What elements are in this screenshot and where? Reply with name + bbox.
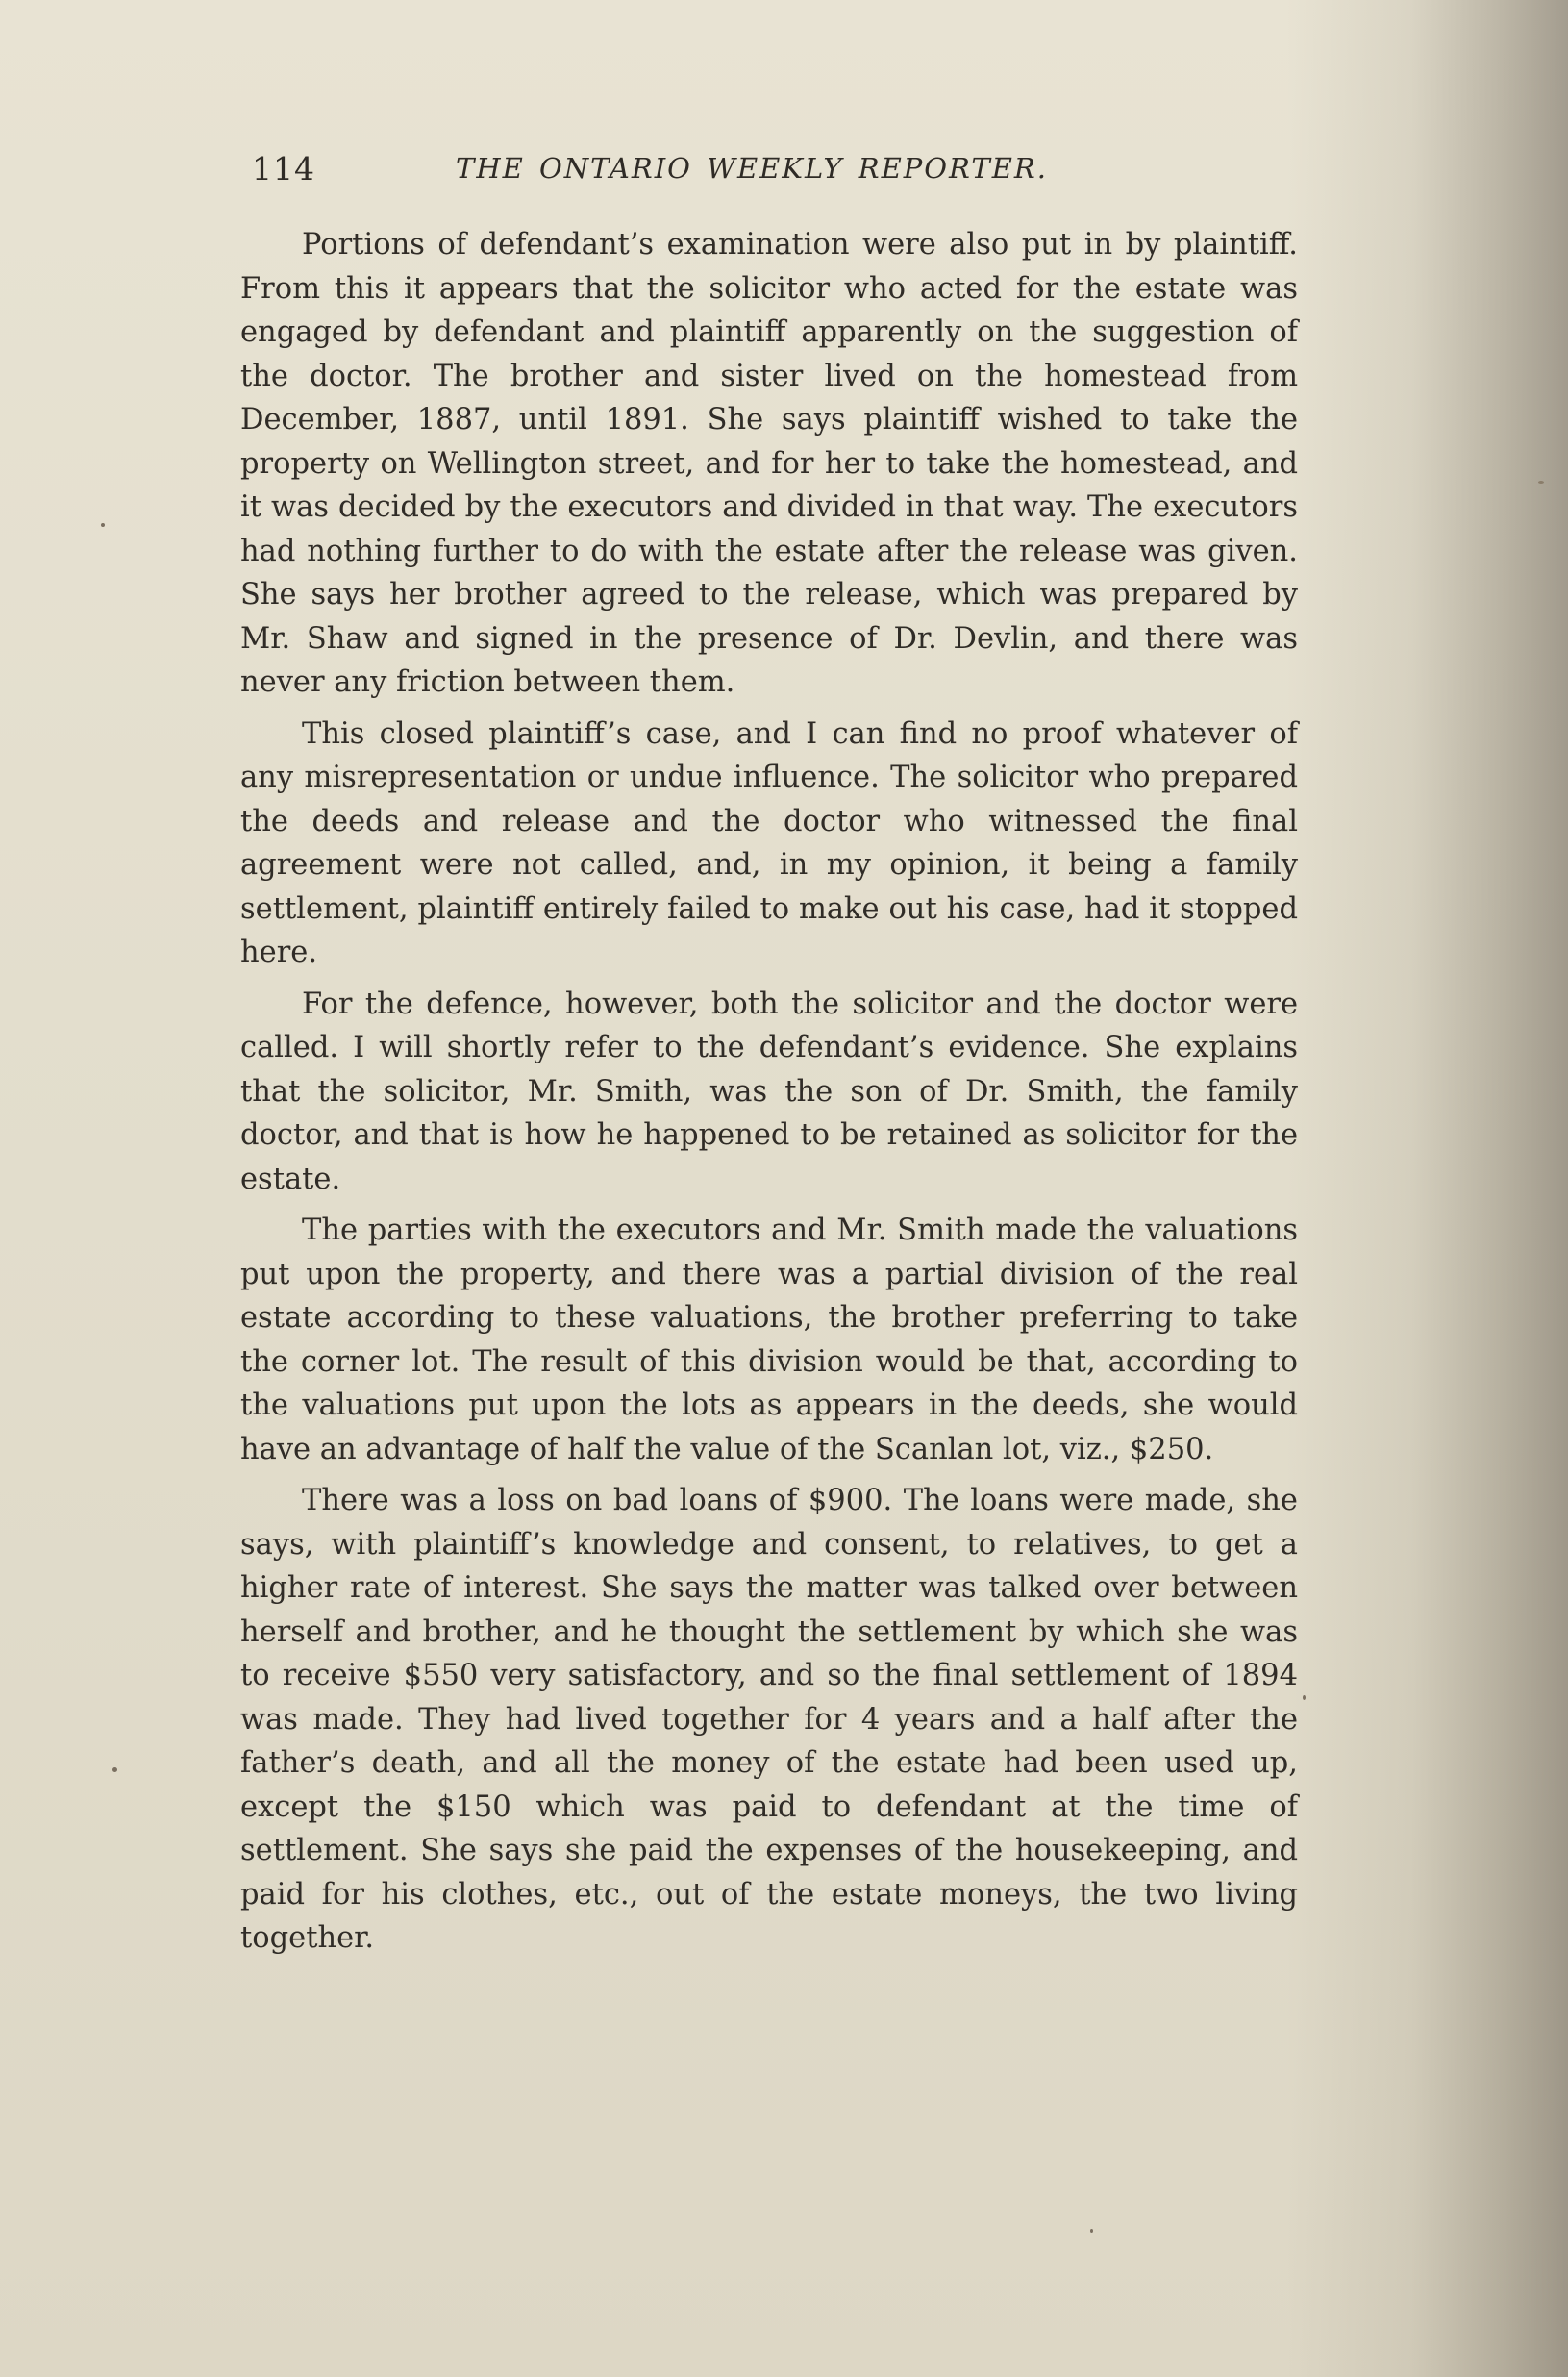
paragraph-4: The parties with the executors and Mr. Smith made the valuations put upon the property, and there was a partial division of the real estate according to these valuations, the brother preferring to take the corner lot. The result of this division would be that, according to the valuations put upon the lots as appears in the deeds, she would have an advantage of half the value of the Scanlan lot, viz., $250. — [240, 1214, 1298, 1466]
paragraph-5: There was a loss on bad loans of $900. The loans were made, she says, with plaintiff’s knowledge and consent, to relatives, to get a higher rate of interest. She says the matter was talked over between herself and brother, and he thought the settlement by which she was to receive $550 very satisfactory, and so the final settlement of 1894 was made. They had lived together for 4 years and a half after the father’s death, and all the money of the estate had been used up, except the $150 which was paid to defendant at the time of settlement. She says she paid the expenses of the housekeeping, and paid for his clothes, etc., out of the estate moneys, the two living together. — [240, 1484, 1298, 1955]
paper-speck — [112, 1767, 117, 1772]
running-title: THE ONTARIO WEEKLY REPORTER. — [456, 152, 1048, 185]
paper-speck — [101, 523, 105, 527]
paper-speck — [1303, 1695, 1306, 1700]
page-number: 114 — [252, 150, 315, 188]
paragraph-2: This closed plaintiff’s case, and I can find no proof whatever of any misrepresentation or undue influence. The solicitor who prepared the deeds and release and the doctor who witnessed the final agreement were not called, and, in my opinion, it being a family settlement, plaintiff entirely failed to make out his case, had it stopped here. — [240, 716, 1298, 969]
paragraph-1: Portions of defendant’s examination were also put in by plaintiff. From this it appears that the solicitor who acted for the estate was engaged by defendant and plaintiff apparently on the suggestion of the doctor. The brother and sister lived on the homestead from December, 1887, until 1891. She says plaintiff wished to take the property on Wellington street, and for her to take the homestead, and it was decided by the executors and divided in that way. The executors had nothing further to do with the estate after the release was given. She says her brother agreed to the release, which was prepared by Mr. Shaw and signed in the presence of Dr. Devlin, and there was never any friction between them. — [240, 228, 1298, 699]
paragraph-3: For the defence, however, both the solicitor and the doctor were called. I will shortly refer to the defendant’s evidence. She explains that the solicitor, Mr. Smith, was the son of Dr. Smith, the family doctor, and that is how he happened to be retained as solicitor for the estate. — [240, 987, 1298, 1196]
page-header — [252, 150, 1305, 198]
body-text — [240, 223, 1298, 1968]
paper-speck — [1538, 481, 1544, 484]
paper-speck — [1090, 2229, 1093, 2233]
